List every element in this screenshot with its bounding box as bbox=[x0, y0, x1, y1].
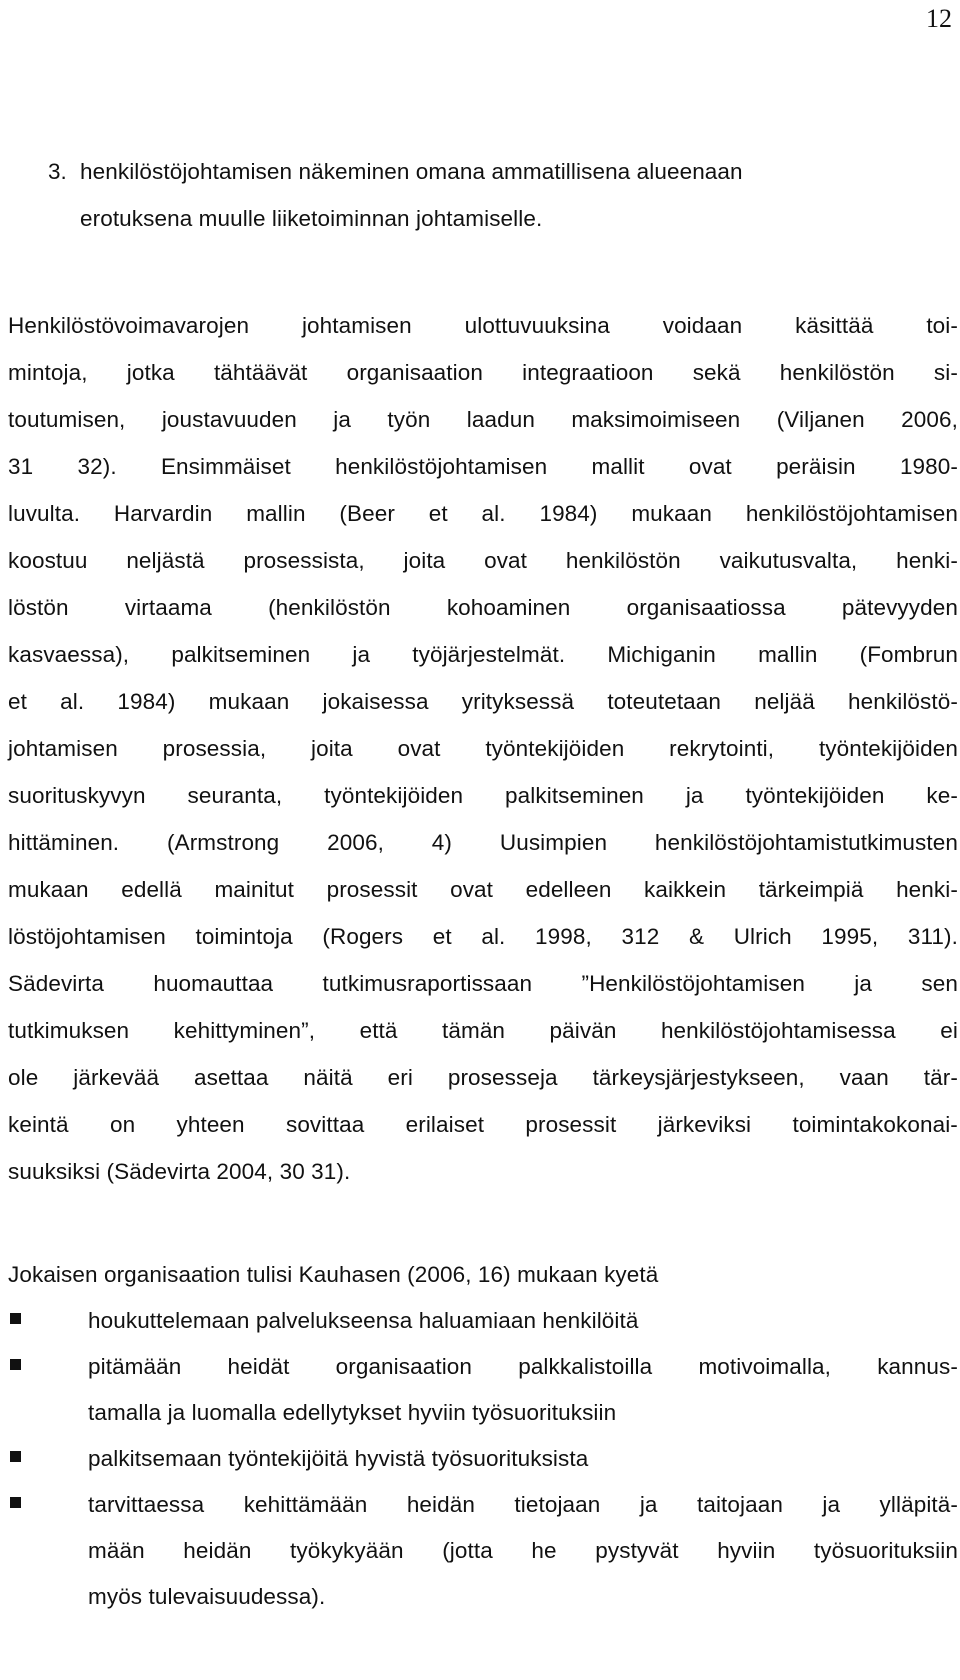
text-line: ole järkevää asettaa näitä eri prosesseja tärkeysjärjestykseen, vaan tär- bbox=[8, 1065, 958, 1090]
bullet-text-line: houkuttelemaan palvelukseensa haluamiaan henkilöitä bbox=[88, 1308, 639, 1333]
text-line: et al. 1984) mukaan jokaisessa yrityksessä toteutetaan neljää henkilöstö- bbox=[8, 689, 958, 714]
text-line: suuksiksi (Sädevirta 2004, 30 31). bbox=[8, 1159, 351, 1184]
text-line: löstön virtaama (henkilöstön kohoaminen organisaatiossa pätevyyden bbox=[8, 595, 958, 620]
text-line: henkilöstöjohtamisen näkeminen omana ammatillisena alueenaan bbox=[80, 159, 743, 184]
square-bullet-icon bbox=[8, 1482, 88, 1620]
text-line: koostuu neljästä prosessista, joita ovat henkilöstön vaikutusvalta, henki- bbox=[8, 548, 958, 573]
text-line: toutumisen, joustavuuden ja työn laadun maksimoimiseen (Viljanen 2006, bbox=[8, 407, 958, 432]
bullet-item bbox=[8, 1436, 958, 1482]
page-number: 12 bbox=[926, 4, 952, 33]
text-line: löstöjohtamisen toimintoja (Rogers et al. 1998, 312 & Ulrich 1995, 311). bbox=[8, 924, 958, 949]
numbered-item-text bbox=[80, 148, 958, 242]
text-line: mintoja, jotka tähtäävät organisaation integraatioon sekä henkilöstön si- bbox=[8, 360, 958, 385]
list-number: 3. bbox=[48, 159, 67, 184]
text-line: keintä on yhteen sovittaa erilaiset prosessit järkeviksi toimintakokonai- bbox=[8, 1112, 958, 1137]
text-line: Sädevirta huomauttaa tutkimusraportissaan ”Henkilöstöjohtamisen ja sen bbox=[8, 971, 958, 996]
bullet-text-line: tamalla ja luomalla edellytykset hyviin työsuorituksiin bbox=[88, 1400, 617, 1425]
paragraph bbox=[8, 302, 958, 1195]
square-bullet-icon bbox=[8, 1344, 88, 1436]
text-line: tutkimuksen kehittyminen”, että tämän päivän henkilöstöjohtamisessa ei bbox=[8, 1018, 958, 1043]
text-line: 31 32). Ensimmäiset henkilöstöjohtamisen mallit ovat peräisin 1980- bbox=[8, 454, 958, 479]
square-bullet-icon bbox=[8, 1436, 88, 1482]
document-body bbox=[8, 148, 958, 1620]
text-line: mukaan edellä mainitut prosessit ovat edelleen kaikkein tärkeimpiä henki- bbox=[8, 877, 958, 902]
square-bullet-icon bbox=[8, 1298, 88, 1344]
text-line: erotuksena muulle liiketoiminnan johtamiselle. bbox=[80, 206, 543, 231]
bullet-item bbox=[8, 1298, 958, 1344]
bullet-text-line: myös tulevaisuudessa). bbox=[88, 1584, 326, 1609]
numbered-list-item bbox=[8, 148, 958, 242]
bullet-item bbox=[8, 1344, 958, 1436]
text-line: johtamisen prosessia, joita ovat työntekijöiden rekrytointi, työntekijöiden bbox=[8, 736, 958, 761]
bullet-list bbox=[8, 1298, 958, 1620]
text-line: suorituskyvyn seuranta, työntekijöiden palkitseminen ja työntekijöiden ke- bbox=[8, 783, 958, 808]
text-line: Henkilöstövoimavarojen johtamisen ulottuvuuksina voidaan käsittää toi- bbox=[8, 313, 958, 338]
bullet-text-line: pitämään heidät organisaation palkkalistoilla motivoimalla, kannus- bbox=[88, 1354, 958, 1379]
text-line: hittäminen. (Armstrong 2006, 4) Uusimpien henkilöstöjohtamistutkimusten bbox=[8, 830, 958, 855]
bullet-text-line: mään heidän työkykyään (jotta he pystyvät hyviin työsuorituksiin bbox=[88, 1538, 958, 1563]
intro-line: Jokaisen organisaation tulisi Kauhasen (2006, 16) mukaan kyetä bbox=[8, 1262, 659, 1287]
text-line: luvulta. Harvardin mallin (Beer et al. 1984) mukaan henkilöstöjohtamisen bbox=[8, 501, 958, 526]
bullet-item bbox=[8, 1482, 958, 1620]
text-line: kasvaessa), palkitseminen ja työjärjestelmät. Michiganin mallin (Fombrun bbox=[8, 642, 958, 667]
bullet-text-line: tarvittaessa kehittämään heidän tietojaan ja taitojaan ja ylläpitä- bbox=[88, 1492, 958, 1517]
bullet-text-line: palkitsemaan työntekijöitä hyvistä työsuorituksista bbox=[88, 1446, 589, 1471]
